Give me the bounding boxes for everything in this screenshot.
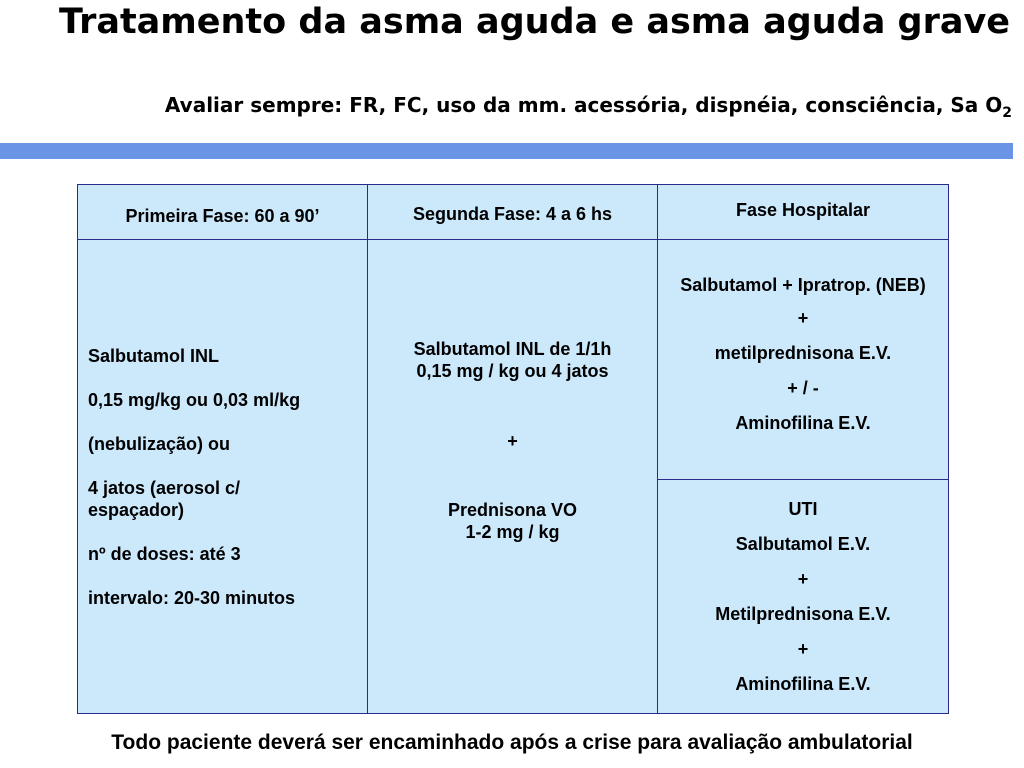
cell-line: 0,15 mg/kg ou 0,03 ml/kg <box>88 389 301 410</box>
cell-line: Salbutamol INL <box>88 345 220 366</box>
cell-line: 0,15 mg / kg ou 4 jatos <box>416 361 609 381</box>
cell-line: + <box>797 307 809 328</box>
cell-primeira-fase <box>78 240 368 714</box>
cell-line: Salbutamol E.V. <box>735 534 871 554</box>
cell-line: 4 jatos (aerosol c/ espaçador) <box>88 477 241 520</box>
cell-line: nº de doses: até 3 <box>88 543 241 564</box>
cell-line: intervalo: 20-30 minutos <box>88 587 296 608</box>
subtitle-text: Avaliar sempre: FR, FC, uso da mm. acessória, dispnéia, consciência, Sa O <box>164 93 1003 117</box>
slide-title: Tratamento da asma aguda e asma aguda grave <box>59 2 1010 42</box>
slide-subtitle <box>12 92 1012 127</box>
cell-fase-hospitalar-top <box>658 240 949 480</box>
cell-line: Aminofilina E.V. <box>735 412 871 433</box>
cell-line: Aminofilina E.V. <box>735 674 871 694</box>
header-label: Primeira Fase: 60 a 90’ <box>125 205 320 226</box>
footer-note: Todo paciente deverá ser encaminhado após a crise para avaliação ambulatorial <box>111 731 913 754</box>
accent-bar <box>0 143 1013 159</box>
subtitle-subscript: 2 <box>1002 105 1012 121</box>
header-label: Fase Hospitalar <box>735 199 871 220</box>
cell-line: UTI <box>788 499 818 519</box>
cell-line: + <box>507 431 518 451</box>
header-cell-segunda-fase <box>368 185 658 240</box>
cell-segunda-fase <box>368 240 658 714</box>
cell-line: Prednisona VO <box>447 500 578 520</box>
table-header-row <box>78 185 949 240</box>
cell-line: metilprednisona E.V. <box>714 342 892 363</box>
header-cell-primeira-fase <box>78 185 368 240</box>
cell-line: Salbutamol + Ipratrop. (NEB) <box>680 274 926 295</box>
table-row <box>78 240 949 480</box>
header-cell-fase-hospitalar <box>658 185 949 240</box>
header-label: Segunda Fase: 4 a 6 hs <box>412 203 613 224</box>
cell-fase-hospitalar-bottom <box>658 480 949 714</box>
cell-line: + <box>797 569 809 589</box>
treatment-table <box>77 184 949 714</box>
cell-line: 1-2 mg / kg <box>465 522 560 542</box>
cell-line: (nebulização) ou <box>88 433 231 454</box>
cell-line: Metilprednisona E.V. <box>715 604 891 624</box>
cell-line: + / - <box>787 377 819 398</box>
cell-line: + <box>797 639 809 659</box>
cell-line: Salbutamol INL de 1/1h <box>413 339 612 359</box>
